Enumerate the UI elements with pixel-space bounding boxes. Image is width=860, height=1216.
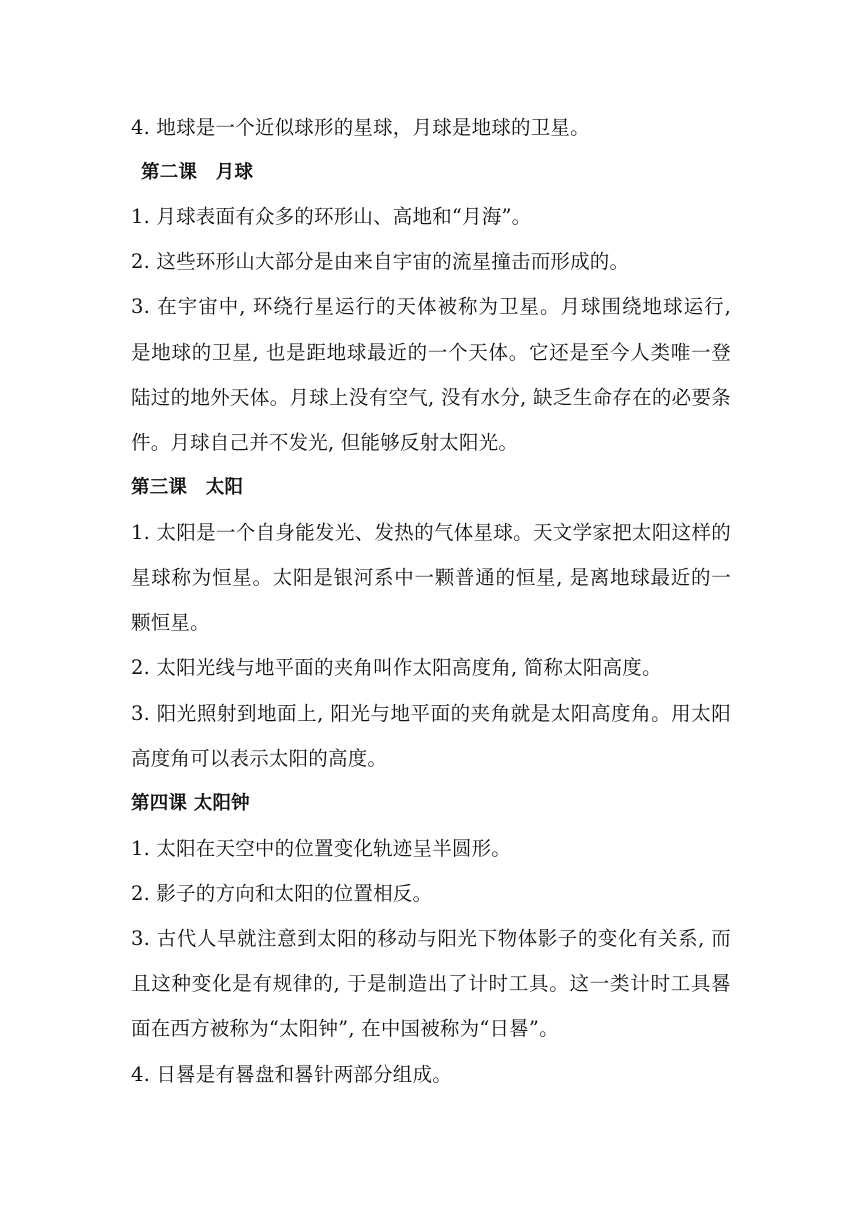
lesson4-point-2: 2. 影子的方向和太阳的位置相反。 — [131, 882, 433, 905]
lesson2-heading: 第二课 月球 — [141, 162, 254, 183]
lesson3-point-1-line-2: 星球称为恒星。太阳是银河系中一颗普通的恒星, 是离地球最近的一 — [131, 566, 731, 589]
lesson3-heading: 第三课 太阳 — [131, 477, 244, 498]
lesson4-point-3-line-3: 面在西方被称为“太阳钟”, 在中国被称为“日晷”。 — [131, 1017, 559, 1040]
lesson4-point-3-line-1: 3. 古代人早就注意到太阳的移动与阳光下物体影子的变化有关系, 而 — [131, 927, 731, 950]
lesson2-point-3-line-4: 件。月球自己并不发光, 但能够反射太阳光。 — [131, 431, 519, 454]
lesson2-point-3-line-3: 陆过的地外天体。月球上没有空气, 没有水分, 缺乏生命存在的必要条 — [131, 386, 731, 409]
lesson3-point-3-line-2: 高度角可以表示太阳的高度。 — [131, 747, 388, 770]
lesson3-point-1-line-3: 颗恒星。 — [131, 611, 210, 634]
lesson4-point-3-line-2: 且这种变化是有规律的, 于是制造出了计时工具。这一类计时工具晷 — [131, 972, 731, 995]
lesson4-point-1: 1. 太阳在天空中的位置变化轨迹呈半圆形。 — [131, 837, 512, 860]
lesson2-point-3-line-2: 是地球的卫星, 也是距地球最近的一个天体。它还是至今人类唯一登 — [131, 341, 731, 364]
lesson4-point-4: 4. 日晷是有晷盘和晷针两部分组成。 — [131, 1063, 452, 1086]
lesson3-point-2: 2. 太阳光线与地平面的夹角叫作太阳高度角, 简称太阳高度。 — [131, 656, 662, 679]
lesson3-point-1-line-1: 1. 太阳是一个自身能发光、发热的气体星球。天文学家把太阳这样的 — [131, 521, 731, 544]
lesson2-point-2: 2. 这些环形山大部分是由来自宇宙的流星撞击而形成的。 — [131, 250, 630, 273]
lesson3-point-3-line-1: 3. 阳光照射到地面上, 阳光与地平面的夹角就是太阳高度角。用太阳 — [131, 702, 731, 725]
lesson2-point-1: 1. 月球表面有众多的环形山、高地和“月海”。 — [131, 205, 532, 228]
lesson2-point-3-line-1: 3. 在宇宙中, 环绕行星运行的天体被称为卫星。月球围绕地球运行, — [131, 295, 731, 318]
lesson1-point-4: 4. 地球是一个近似球形的星球，月球是地球的卫星。 — [131, 116, 590, 139]
lesson4-heading: 第四课 太阳钟 — [131, 793, 250, 814]
